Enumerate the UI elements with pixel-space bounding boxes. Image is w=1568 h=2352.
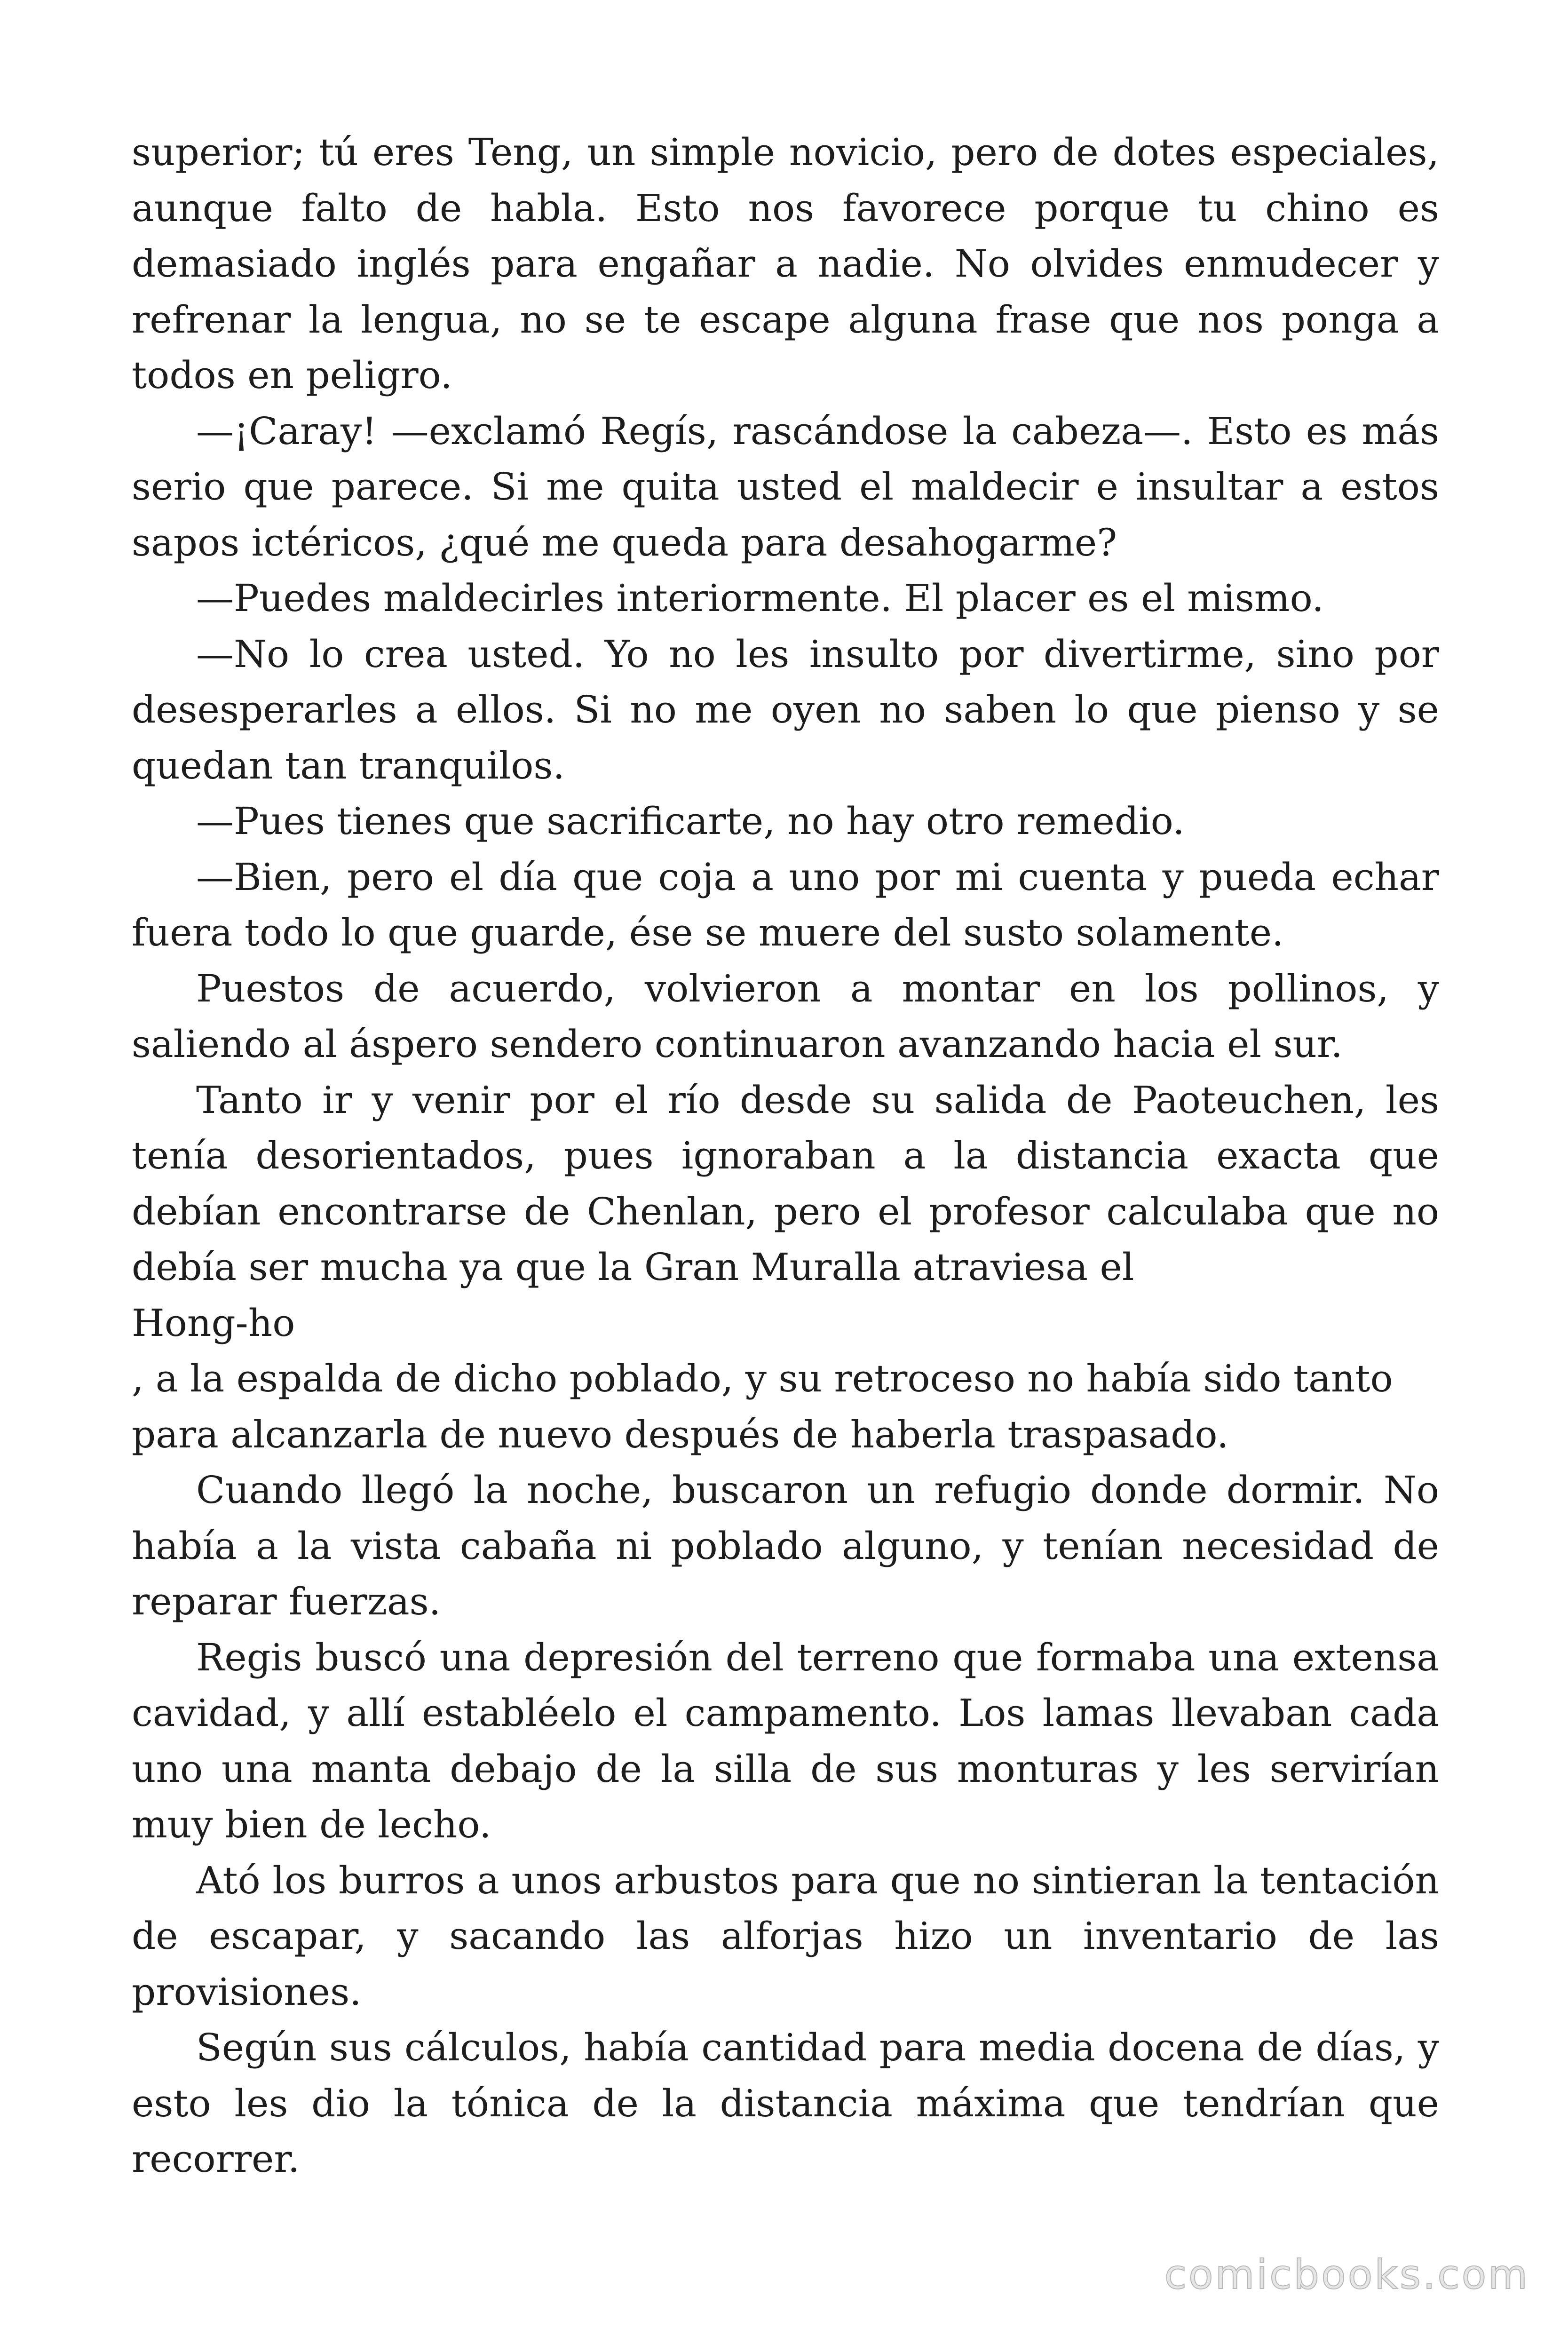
paragraph: Puestos de acuerdo, volvieron a montar en los pollinos, y saliendo al áspero sendero continuaron avanzando hacia el sur.	[132, 966, 1439, 1066]
watermark: comicbooks.com	[1164, 2251, 1529, 2298]
paragraph: superior; tú eres Teng, un simple novicio, pero de dotes especiales, aunque falto de habla. Esto nos favorece porque tu chino es demasiado inglés para engañar a nadie. No olvides enmudecer y refrenar la lengua, no se te escape alguna frase que nos ponga a todos en peligro.	[132, 130, 1439, 397]
paragraph: —Pues tienes que sacrificarte, no hay otro remedio.	[196, 799, 1185, 843]
paragraph: —Bien, pero el día que coja a uno por mi cuenta y pueda echar fuera todo lo que guarde, ése se muere del susto solamente.	[132, 855, 1439, 954]
paragraph: Según sus cálculos, había cantidad para media docena de días, y esto les dio la tónica de la distancia máxima que tendrían que recorrer.	[132, 2026, 1439, 2181]
paragraph: Tanto ir y venir por el río desde su salida de Paoteuchen, les tenía desorientados, pues ignoraban a la distancia exacta que debían encontrarse de Chenlan, pero el profesor calculaba que no debía ser mucha ya que la Gran Muralla atraviesa el	[132, 1078, 1439, 1289]
paragraph: Regis buscó una depresión del terreno que formaba una extensa cavidad, y allí establéelo el campamento. Los lamas llevaban cada uno una manta debajo de la silla de sus monturas y les servirían muy bien de lecho.	[132, 1635, 1439, 1846]
paragraph-fragment: Hong-ho	[132, 1301, 295, 1345]
paragraph-fragment: , a la espalda de dicho poblado, y su retroceso no había sido tanto para alcanzarla de nuevo después de haberla traspasado.	[132, 1357, 1393, 1456]
paragraph: —Puedes maldecirles interiormente. El placer es el mismo.	[196, 576, 1324, 620]
paragraph: Cuando llegó la noche, buscaron un refugio donde dormir. No había a la vista cabaña ni poblado alguno, y tenían necesidad de reparar fuerzas.	[132, 1468, 1439, 1623]
paragraph: Ató los burros a unos arbustos para que no sintieran la tentación de escapar, y sacando las alforjas hizo un inventario de las provisiones.	[132, 1858, 1439, 2014]
body-text	[132, 125, 1439, 2187]
paragraph: —No lo crea usted. Yo no les insulto por divertirme, sino por desesperarles a ellos. Si no me oyen no saben lo que pienso y se quedan tan tranquilos.	[132, 632, 1439, 787]
paragraph: —¡Caray! —exclamó Regís, rascándose la cabeza—. Esto es más serio que parece. Si me quita usted el maldecir e insultar a estos sapos ictéricos, ¿qué me queda para desahogarme?	[132, 409, 1439, 564]
